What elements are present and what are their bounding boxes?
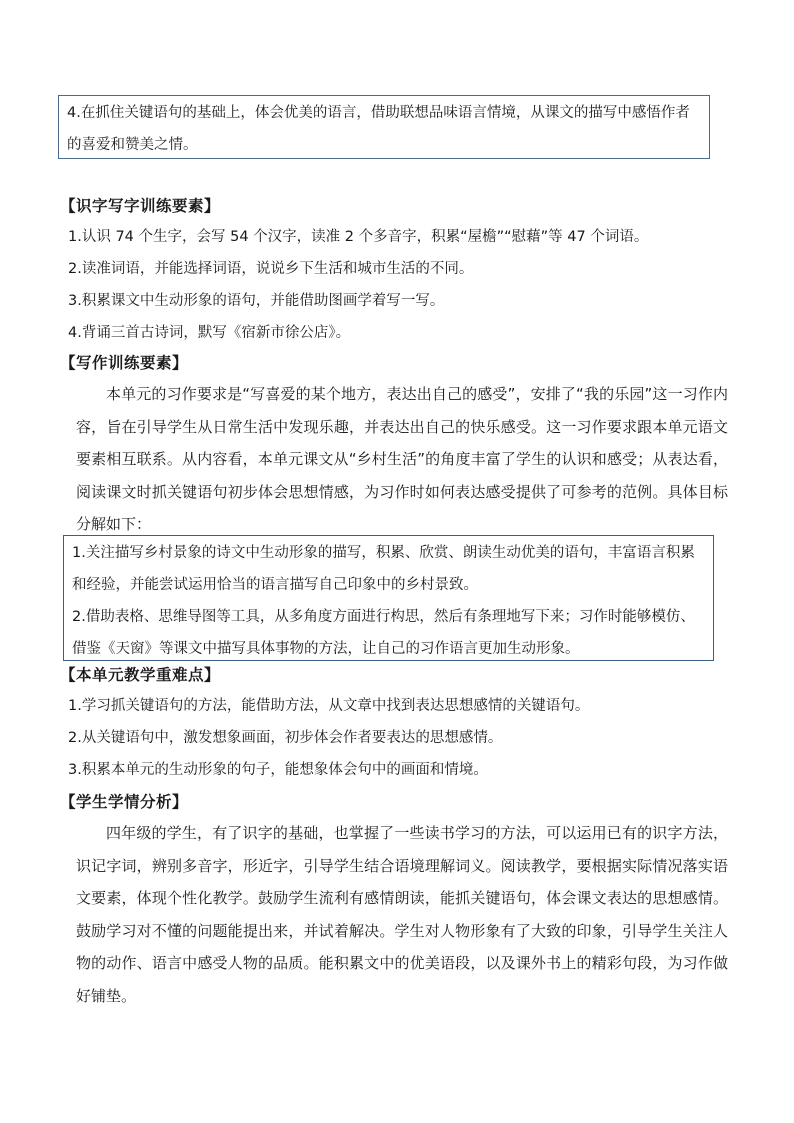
- writing-goal-item: 2.借助表格、思维导图等工具，从多角度方面进行构思，然后有条理地写下来；习作时能够模仿、借鉴《天窗》等课文中描写具体事物的方法，让自己的习作语言更加生动形象。: [72, 609, 695, 657]
- students-heading: 【学生学情分析】: [60, 793, 189, 811]
- goal-item-4: 4.在抓住关键语句的基础上，体会优美的语言，借助联想品味语言情境，从课文的描写中感悟作者的喜爱和赞美之情。: [67, 105, 690, 153]
- literacy-heading: 【识字写字训练要素】: [60, 197, 221, 215]
- literacy-item: 4.背诵三首古诗词，默写《宿新市徐公店》。: [68, 325, 351, 341]
- keypoints-item: 3.积累本单元的生动形象的句子，能想象体会句中的画面和情境。: [68, 762, 488, 778]
- writing-goal-box: [63, 535, 714, 661]
- keypoints-item: 2.从关键语句中，激发想象画面，初步体会作者要表达的思想感情。: [68, 730, 503, 746]
- students-paragraph: 四年级的学生，有了识字的基础，也掌握了一些读书学习的方法，可以运用已有的识字方法，识记字词，辨别多音字，形近字，引导学生结合语境理解词义。阅读教学，要根据实际情况落实语文要素，体现个性化教学。鼓励学生流利有感情朗读，能抓关键语句，体会课文表达的思想感情。鼓励学习对不懂的问题能提出来，并试着解决。学生对人物形象有了大致的印象，引导学生关注人物的动作、语言中感受人物的品质。能积累文中的优美语段，以及课外书上的精彩句段，为习作做好铺垫。: [76, 824, 728, 1005]
- students-section: [60, 787, 728, 1012]
- writing-paragraph: 本单元的习作要求是“写喜爱的某个地方，表达出自己的感受”，安排了“我的乐园”这一习作内容，旨在引导学生从日常生活中发现乐趣，并表达出自己的快乐感受。这一习作要求跟本单元语文要素相互联系。从内容看，本单元课文从“乡村生活”的角度丰富了学生的认识和感受；从表达看，阅读课文时抓关键语句初步体会思想情感，为习作时如何表达感受提供了可参考的范例。具体目标分解如下：: [76, 385, 728, 533]
- writing-goal-item: 1.关注描写乡村景象的诗文中生动形象的描写，积累、欣赏、朗读生动优美的语句，丰富语言积累和经验，并能尝试运用恰当的语言描写自己印象中的乡村景致。: [72, 545, 695, 593]
- writing-section: [60, 348, 728, 541]
- literacy-item: 2.读准词语，并能选择词语，说说乡下生活和城市生活的不同。: [68, 261, 474, 277]
- literacy-item: 3.积累课文中生动形象的语句，并能借助图画学着写一写。: [68, 293, 445, 309]
- keypoints-section: [60, 660, 728, 786]
- keypoints-heading: 【本单元教学重难点】: [60, 666, 221, 684]
- goal-box: [58, 95, 710, 159]
- keypoints-item: 1.学习抓关键语句的方法，能借助方法，从文章中找到表达思想感情的关键语句。: [68, 698, 590, 714]
- literacy-section: [60, 191, 728, 349]
- writing-heading: 【写作训练要素】: [60, 354, 189, 372]
- literacy-item: 1.认识 74 个生字，会写 54 个汉字，读准 2 个多音字，积累“屋檐”“慰藉”等 47 个词语。: [68, 229, 649, 245]
